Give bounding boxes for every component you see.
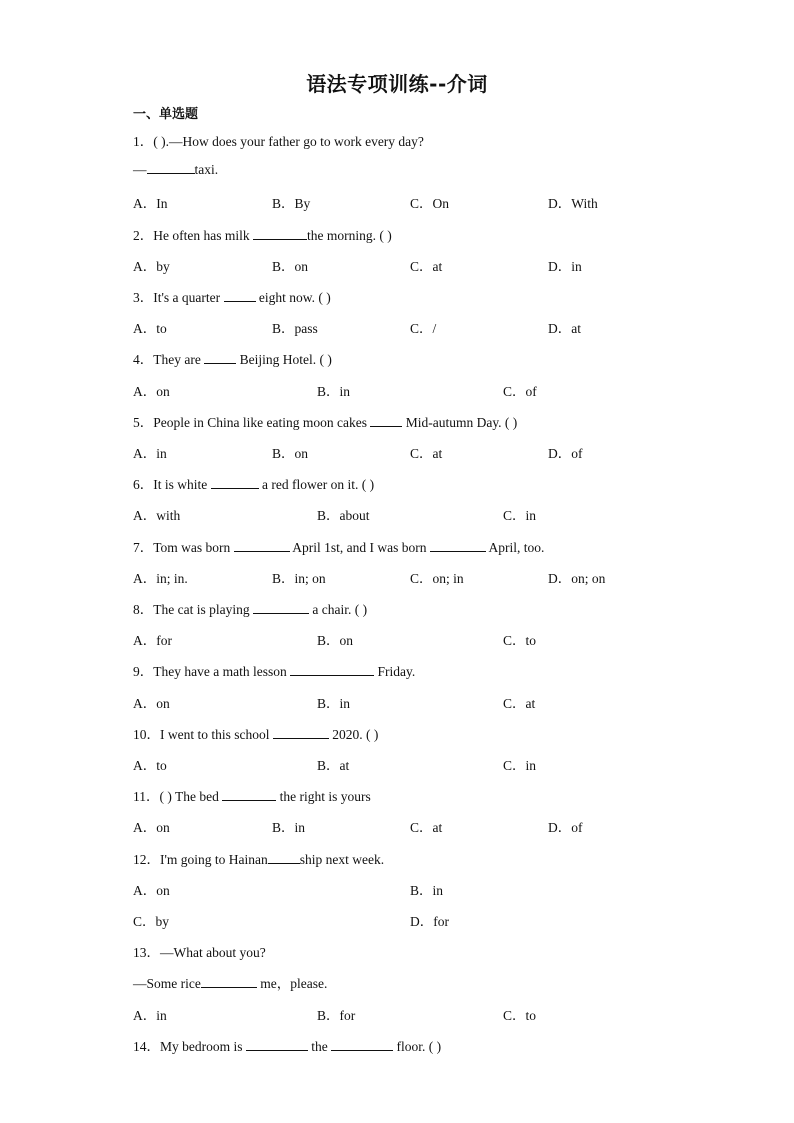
question-text: 2．He often has milk [133, 228, 253, 243]
option-a[interactable]: A．In [133, 196, 168, 211]
question-text: 7．Tom was born [133, 540, 234, 555]
option-a[interactable]: A．to [133, 321, 167, 336]
question-2 [133, 224, 392, 244]
question-text: taxi. [194, 162, 219, 177]
option-b[interactable]: B．on [317, 633, 354, 648]
question-12 [133, 848, 384, 868]
question-text: 2020. ( ) [328, 727, 379, 742]
question-text: 12．I'm going to Hainan [133, 852, 268, 867]
option-b[interactable]: B．at [317, 758, 350, 773]
question-1-answer-line [133, 161, 218, 178]
option-d[interactable]: D．at [548, 321, 581, 336]
question-text: me，please. [256, 976, 328, 991]
question-text: April 1st, and I was born [289, 540, 430, 555]
question-text: 13．—What about you? [133, 945, 266, 960]
question-text: 6．It is white [133, 477, 211, 492]
option-c[interactable]: C．at [410, 259, 443, 274]
question-13 [133, 941, 266, 961]
answer-blank [222, 788, 276, 801]
option-d[interactable]: D．of [548, 446, 583, 461]
answer-blank [201, 975, 257, 988]
answer-blank [224, 289, 256, 302]
question-text: 14．My bedroom is [133, 1039, 246, 1054]
question-text: floor. ( ) [393, 1039, 442, 1054]
option-d[interactable]: D．With [548, 196, 598, 211]
option-c[interactable]: C．On [410, 196, 450, 211]
question-text: Friday. [374, 664, 416, 679]
option-b[interactable]: B．By [272, 196, 311, 211]
page-title: 语法专项训练--介词 [306, 72, 488, 96]
option-b[interactable]: B．in [410, 883, 444, 898]
option-c[interactable]: C．of [503, 384, 537, 399]
option-a[interactable]: A．with [133, 508, 181, 523]
option-b[interactable]: B．in [272, 820, 306, 835]
answer-blank [234, 539, 290, 552]
option-a[interactable]: A．on [133, 696, 170, 711]
option-a[interactable]: A．in; in. [133, 571, 188, 586]
question-text: Mid-autumn Day. ( ) [402, 415, 518, 430]
question-13-answer-line [133, 972, 327, 992]
answer-blank [370, 414, 402, 427]
option-b[interactable]: B．pass [272, 321, 318, 336]
answer-blank [430, 539, 486, 552]
option-d[interactable]: D．of [548, 820, 583, 835]
option-c[interactable]: C．to [503, 1008, 537, 1023]
question-text: 5．People in China like eating moon cakes [133, 415, 371, 430]
option-a[interactable]: A．by [133, 259, 170, 274]
question-text: a red flower on it. ( ) [258, 477, 375, 492]
option-c[interactable]: C．on; in [410, 571, 464, 586]
question-8 [133, 598, 367, 618]
option-a[interactable]: A．for [133, 633, 172, 648]
question-text: a chair. ( ) [308, 602, 368, 617]
option-b[interactable]: B．on [272, 446, 309, 461]
answer-blank [268, 851, 300, 864]
question-text: — [133, 162, 147, 177]
option-b[interactable]: B．in; on [272, 571, 326, 586]
question-1 [133, 130, 424, 150]
option-b[interactable]: B．in [317, 384, 351, 399]
question-7 [133, 536, 544, 556]
answer-blank [253, 601, 309, 614]
option-a[interactable]: A．in [133, 1008, 167, 1023]
answer-blank [273, 726, 329, 739]
answer-blank [253, 227, 307, 240]
option-a[interactable]: A．on [133, 384, 170, 399]
question-text: 8．The cat is playing [133, 602, 253, 617]
option-a[interactable]: A．to [133, 758, 167, 773]
option-c[interactable]: C．by [133, 914, 170, 929]
answer-blank [204, 351, 236, 364]
option-c[interactable]: C．to [503, 633, 537, 648]
option-d[interactable]: D．on; on [548, 571, 606, 586]
option-b[interactable]: B．in [317, 696, 351, 711]
option-d[interactable]: D．in [548, 259, 582, 274]
option-c[interactable]: C．in [503, 758, 537, 773]
answer-blank [290, 663, 374, 676]
question-text: 11．( ) The bed [133, 789, 223, 804]
answer-blank [211, 476, 259, 489]
answer-blank [147, 161, 195, 174]
question-9 [133, 660, 415, 680]
question-text: eight now. ( ) [255, 290, 331, 305]
question-text: 9．They have a math lesson [133, 664, 291, 679]
option-c[interactable]: C．/ [410, 321, 437, 336]
question-text: ship next week. [299, 852, 385, 867]
question-11 [133, 785, 371, 805]
question-10 [133, 723, 378, 743]
question-4 [133, 348, 332, 368]
option-b[interactable]: B．on [272, 259, 309, 274]
option-b[interactable]: B．for [317, 1008, 356, 1023]
question-text: 1．( ).—How does your father go to work every day? [133, 134, 424, 149]
question-text: 4．They are [133, 352, 205, 367]
question-6 [133, 473, 374, 493]
question-text: —Some rice [133, 976, 201, 991]
answer-blank [246, 1038, 308, 1051]
option-a[interactable]: A．on [133, 883, 170, 898]
option-d[interactable]: D．for [410, 914, 449, 929]
question-text: the morning. ( ) [306, 228, 392, 243]
question-text: April, too. [485, 540, 545, 555]
question-text: 3．It's a quarter [133, 290, 224, 305]
option-c[interactable]: C．in [503, 508, 537, 523]
section-heading: 一、单选题 [133, 107, 199, 122]
question-14 [133, 1035, 441, 1055]
option-c[interactable]: C．at [410, 820, 443, 835]
option-c[interactable]: C．at [503, 696, 536, 711]
answer-blank [331, 1038, 393, 1051]
question-5 [133, 411, 517, 431]
question-3 [133, 286, 331, 306]
option-c[interactable]: C．at [410, 446, 443, 461]
question-text: 10．I went to this school [133, 727, 273, 742]
option-a[interactable]: A．on [133, 820, 170, 835]
option-b[interactable]: B．about [317, 508, 370, 523]
question-text: the right is yours [276, 789, 371, 804]
question-text: the [307, 1039, 332, 1054]
option-a[interactable]: A．in [133, 446, 167, 461]
question-text: Beijing Hotel. ( ) [236, 352, 332, 367]
